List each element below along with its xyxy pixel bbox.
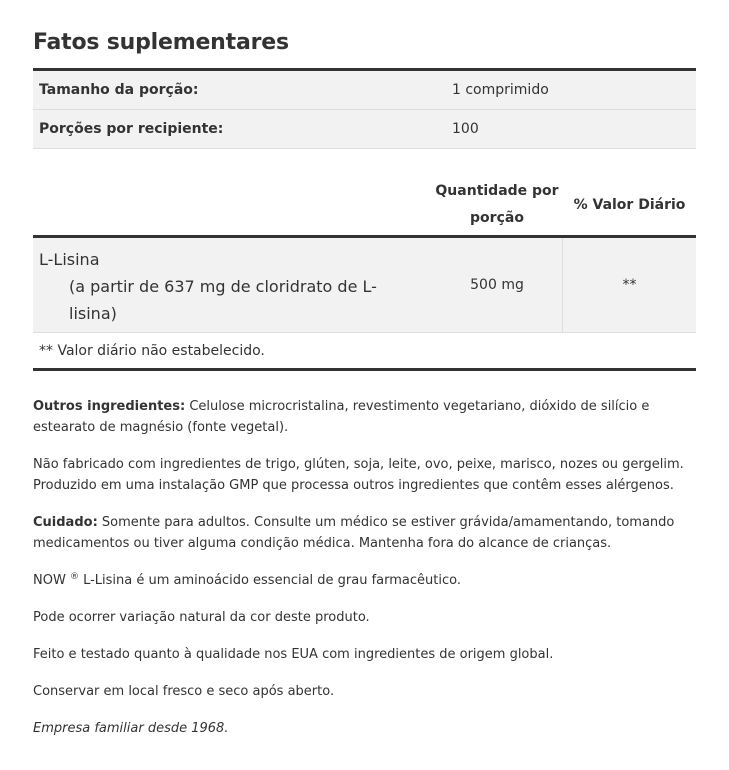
nutrient-name: L-Lisina (39, 250, 100, 269)
serving-size-label: Tamanho da porção: (39, 82, 199, 98)
bottom-divider (33, 368, 696, 371)
serving-size-row (33, 71, 696, 110)
serving-info-table (33, 71, 696, 149)
amount-header-line1: Quantidade por (435, 183, 559, 199)
serving-size-value: 1 comprimido (452, 82, 549, 98)
other-ingredients-label: Outros ingredientes: (33, 399, 186, 414)
daily-value-header: % Valor Diário (573, 197, 686, 213)
product-notes (33, 396, 696, 755)
nutrient-daily-value: ** (622, 277, 637, 293)
other-ingredients (33, 396, 696, 438)
brand-statement (33, 570, 696, 591)
registered-mark: ® (69, 572, 79, 582)
made-in-note: Feito e testado quanto à qualidade nos EUA com ingredientes de origem global. (33, 647, 554, 662)
caution-label: Cuidado: (33, 515, 98, 530)
servings-per-container-row (33, 110, 696, 149)
servings-per-container-label: Porções por recipiente: (39, 121, 224, 137)
page-title: Fatos suplementares (33, 30, 289, 55)
amount-per-serving-header (433, 178, 561, 232)
storage-note: Conservar em local fresco e seco após aberto. (33, 684, 335, 699)
daily-value-footnote: ** Valor diário não estabelecido. (39, 343, 265, 359)
allergen-statement: Não fabricado com ingredientes de trigo, glúten, soja, leite, ovo, peixe, marisco, nozes ou gergelim. Produzido em uma instalação GMP que processa outros ingredientes que contêm esses alérgenos. (33, 457, 684, 493)
brand-name: NOW (33, 573, 70, 588)
nutrient-table-header (33, 178, 696, 234)
family-owned-note: Empresa familiar desde 1968. (33, 721, 229, 736)
color-variation-note: Pode ocorrer variação natural da cor deste produto. (33, 610, 370, 625)
servings-per-container-value: 100 (452, 121, 479, 137)
nutrient-amount: 500 mg (470, 277, 524, 293)
brand-statement-text: L-Lisina é um aminoácido essencial de grau farmacêutico. (78, 573, 461, 588)
amount-header-line2: porção (470, 210, 524, 226)
caution-text: Somente para adultos. Consulte um médico se estiver grávida/amamentando, tomando medicamentos ou tiver alguma condição médica. Mantenha fora do alcance de crianças. (33, 515, 675, 551)
caution-statement (33, 512, 696, 554)
nutrient-detail: (a partir de 637 mg de cloridrato de L-lisina) (69, 277, 377, 323)
other-ingredients-text: Celulose microcristalina, revestimento vegetariano, dióxido de silício e estearato de magnésio (fonte vegetal). (33, 399, 650, 435)
table-row (33, 238, 696, 333)
